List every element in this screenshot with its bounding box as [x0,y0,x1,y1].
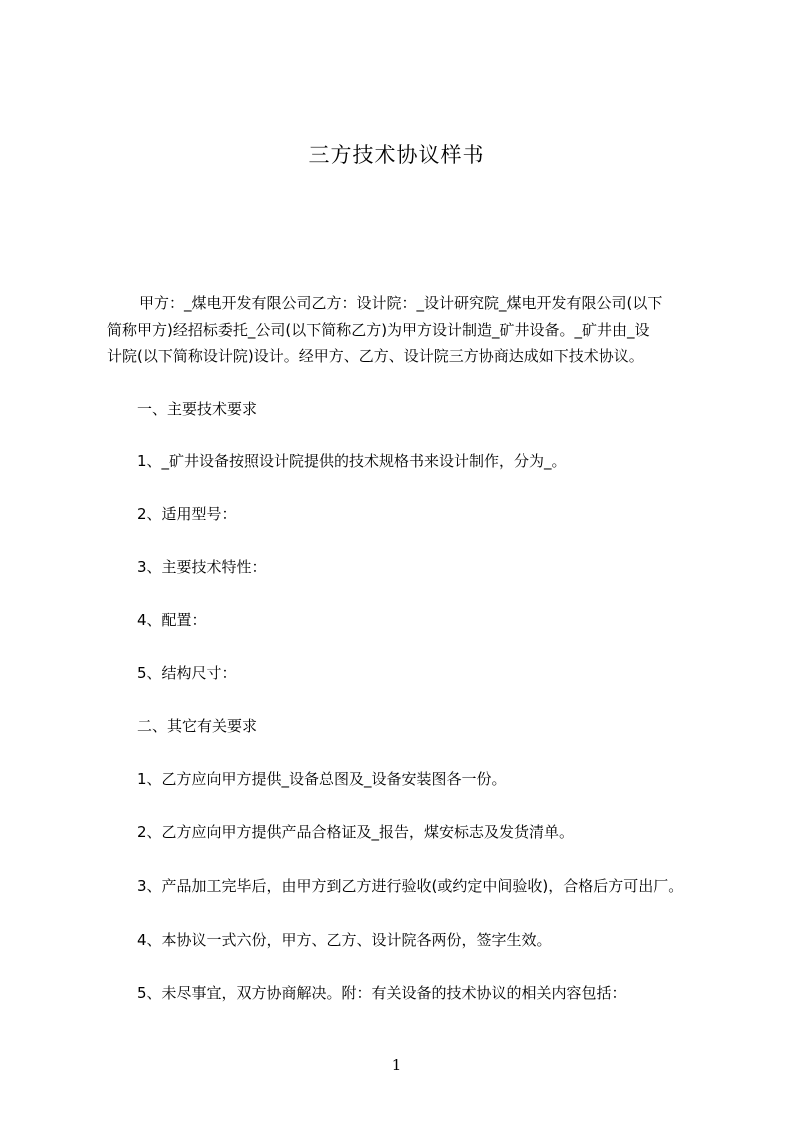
section1-item-5: 5、结构尺寸： [137,664,237,682]
document-title: 三方技术协议样书 [308,143,485,167]
page-number: 1 [391,1056,402,1074]
intro-line: 简称甲方)经招标委托_公司(以下简称乙方)为甲方设计制造_矿井设备。_矿井由_设 [107,320,650,339]
intro-paragraph [107,290,701,370]
intro-line: 甲方：_煤电开发有限公司乙方：设计院：_设计研究院_煤电开发有限公司(以下 [139,294,663,312]
section2-item-4: 4、本协议一式六份，甲方、乙方、设计院各两份，签字生效。 [137,931,552,949]
section-heading-other-requirements: 二、其它有关要求 [137,717,258,735]
intro-line: 计院(以下简称设计院)设计。经甲方、乙方、设计院三方协商达成如下技术协议。 [107,347,644,365]
section2-item-5: 5、未尽事宜，双方协商解决。附：有关设备的技术协议的相关内容包括： [137,984,627,1002]
section1-item-2: 2、适用型号： [137,505,237,523]
section-heading-technical-requirements: 一、主要技术要求 [137,400,258,418]
section1-item-1: 1、_矿井设备按照设计院提供的技术规格书来设计制作，分为_。 [137,452,567,470]
section2-item-1: 1、乙方应向甲方提供_设备总图及_设备安装图各一份。 [137,770,507,788]
section2-item-3: 3、产品加工完毕后，由甲方到乙方进行验收(或约定中间验收)，合格后方可出厂。 [137,877,684,895]
section1-item-3: 3、主要技术特性： [137,558,267,576]
section1-item-4: 4、配置： [137,611,207,629]
section2-item-2: 2、乙方应向甲方提供产品合格证及_报告，煤安标志及发货清单。 [137,823,575,841]
